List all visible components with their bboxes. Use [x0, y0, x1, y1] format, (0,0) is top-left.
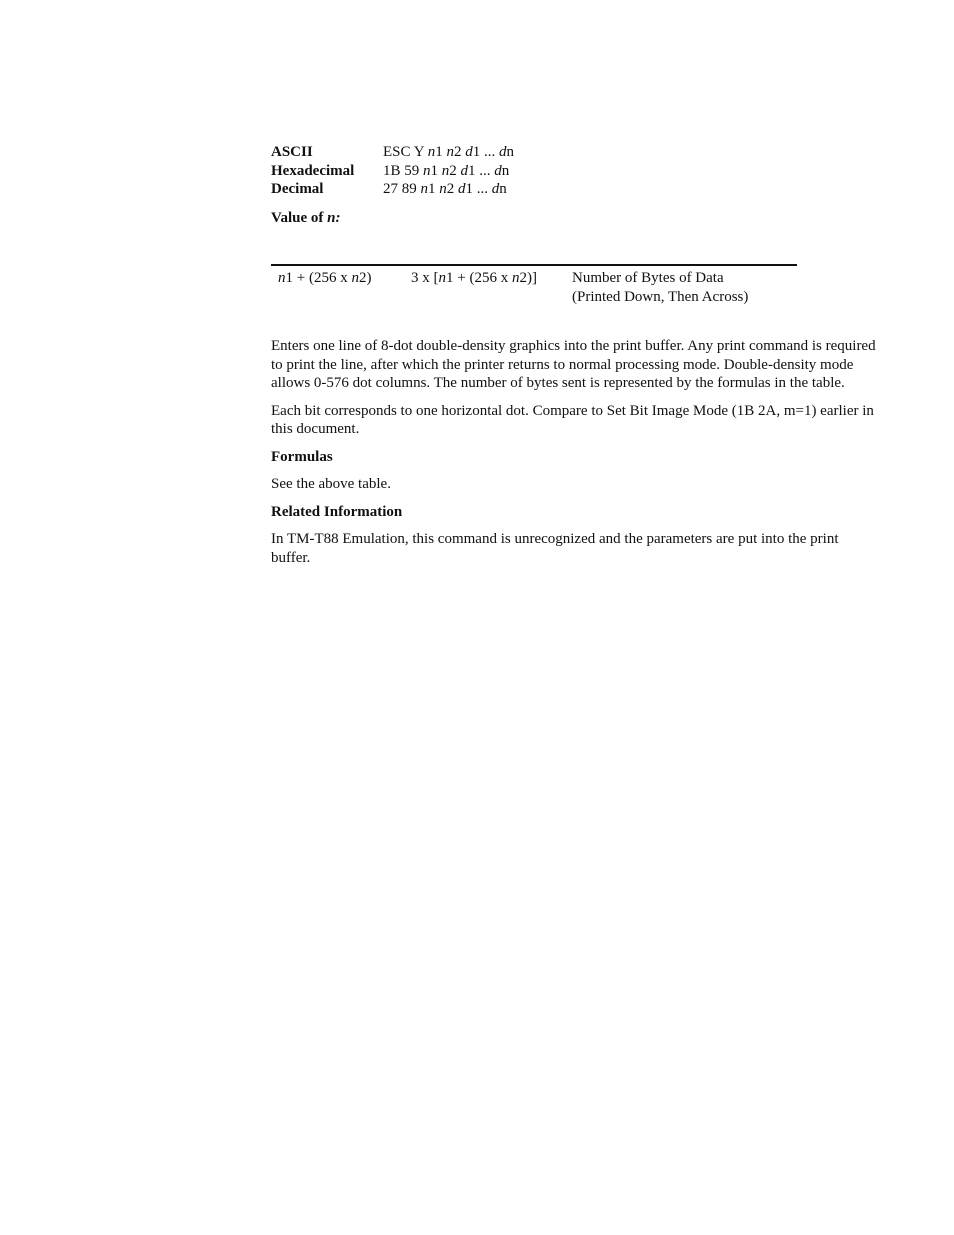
formulas-heading: Formulas	[271, 448, 333, 465]
formulas-text: See the above table.	[271, 476, 391, 492]
value-table	[271, 264, 797, 306]
hex-value: 1B 59 n1 n2 d1 ... dn	[383, 162, 510, 179]
table-cell-description: Number of Bytes of Data (Printed Down, Then Across)	[572, 270, 749, 305]
value-of-n-label: Value of n:	[271, 209, 341, 226]
description-paragraph: Enters one line of 8-dot double-density graphics into the print buffer. Any print command is required to print the line, after which the printer returns to normal processing mode. Double-density mode allows 0-576 dot columns. The number of bytes sent is represented by the formulas in the table.	[271, 338, 876, 391]
ascii-value: ESC Y n1 n2 d1 ... dn	[383, 144, 514, 160]
ascii-label: ASCII	[271, 144, 313, 160]
document-page	[271, 143, 881, 567]
related-information-text: In TM-T88 Emulation, this command is unrecognized and the parameters are put into the print buffer.	[271, 531, 839, 566]
table-row	[271, 266, 797, 306]
hex-label: Hexadecimal	[271, 162, 355, 179]
related-information-heading: Related Information	[271, 503, 403, 520]
command-syntax	[271, 143, 881, 199]
table-cell-formula-2: 3 x [n1 + (256 x n2)]	[411, 270, 537, 286]
decimal-label: Decimal	[271, 181, 324, 197]
comparison-paragraph: Each bit corresponds to one horizontal dot. Compare to Set Bit Image Mode (1B 2A, m=1) earlier in this document.	[271, 402, 874, 437]
decimal-value: 27 89 n1 n2 d1 ... dn	[383, 181, 507, 197]
table-cell-formula-1: n1 + (256 x n2)	[278, 270, 372, 286]
